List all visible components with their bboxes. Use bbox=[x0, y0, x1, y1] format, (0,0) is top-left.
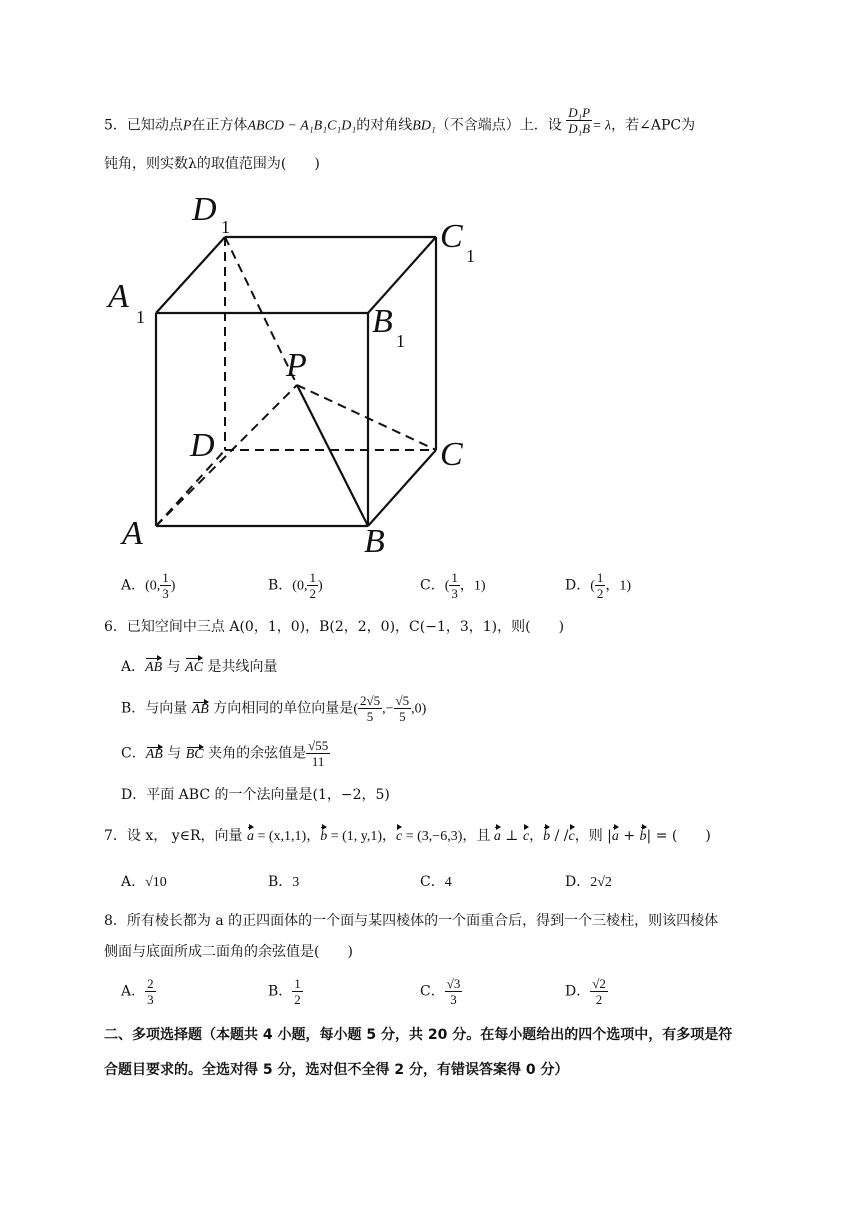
option-label: D． bbox=[565, 874, 591, 890]
option-fraction bbox=[595, 570, 606, 601]
frac-den: 3 bbox=[162, 586, 169, 601]
cube-figure bbox=[100, 180, 520, 565]
q7-text: / / bbox=[550, 828, 569, 844]
option-fraction bbox=[292, 976, 303, 1007]
q5-stem-line1 bbox=[104, 105, 696, 137]
q7-option-c[interactable] bbox=[420, 872, 452, 893]
q6-option-c[interactable] bbox=[121, 738, 330, 769]
vector-b: b bbox=[543, 827, 550, 847]
seg-pb bbox=[297, 385, 368, 526]
label-p: P bbox=[286, 347, 307, 384]
label-d: D bbox=[190, 427, 215, 464]
option-value: 3 bbox=[292, 875, 300, 890]
option-text: ( bbox=[444, 578, 450, 594]
frac-num: 1 bbox=[309, 570, 316, 585]
q7-option-d[interactable] bbox=[565, 872, 612, 893]
vector-c: c bbox=[396, 827, 402, 847]
option-label: C． bbox=[121, 745, 146, 762]
vector-c: c bbox=[523, 827, 529, 847]
q5-text: （不含端点）上．设 bbox=[435, 117, 562, 134]
option-fraction bbox=[160, 570, 171, 601]
q8-stem-line1: 8．所有棱长都为 a 的正四面体的一个面与某四棱体的一个面重合后，得到一个三棱柱，则该四棱体 bbox=[104, 913, 719, 929]
q7-text: = (1, y,1)， bbox=[327, 829, 397, 844]
q8-option-c[interactable] bbox=[420, 976, 462, 1007]
option-text: ,0) bbox=[411, 701, 427, 717]
vector-ab: AB bbox=[145, 658, 162, 678]
q6-option-d[interactable] bbox=[121, 785, 390, 805]
q8-option-d[interactable] bbox=[565, 976, 608, 1007]
option-value: √10 bbox=[145, 875, 167, 890]
frac-den: 3 bbox=[450, 992, 457, 1007]
frac-num: 2√5 bbox=[359, 693, 381, 708]
q5-ratio-fraction bbox=[566, 105, 592, 136]
q7-text: ，则 | bbox=[574, 828, 612, 844]
frac-den: 5 bbox=[366, 709, 374, 724]
q7-stem bbox=[104, 826, 711, 847]
q5-lambda: = λ bbox=[592, 118, 612, 134]
option-text: 平面 ABC 的一个法向量是(1，−2，5) bbox=[146, 787, 390, 803]
edge-bc bbox=[368, 450, 436, 526]
option-label: B． bbox=[121, 700, 146, 717]
vector-a: a bbox=[494, 827, 501, 847]
q5-cube-name: ABCD − A₁B₁C₁D₁ bbox=[247, 118, 357, 134]
option-text: ) bbox=[317, 578, 323, 594]
option-text: ，1) bbox=[605, 578, 632, 594]
seg-pc bbox=[297, 385, 436, 450]
option-label: B． bbox=[268, 874, 293, 890]
q5-option-a[interactable] bbox=[121, 570, 175, 601]
option-fraction bbox=[394, 693, 412, 724]
q8-option-a[interactable] bbox=[121, 976, 156, 1007]
frac-den: 3 bbox=[147, 992, 154, 1007]
label-c1-sub: 1 bbox=[466, 246, 475, 266]
frac-num: √3 bbox=[446, 976, 461, 991]
option-text: 与 bbox=[162, 745, 186, 762]
option-text: ( bbox=[353, 701, 358, 717]
option-label: A． bbox=[121, 874, 146, 890]
option-text: 夹角的余弦值是 bbox=[203, 745, 307, 762]
label-b1: B bbox=[372, 303, 393, 340]
option-text: 与 bbox=[162, 659, 186, 675]
edge-a1d1 bbox=[156, 237, 225, 313]
option-label: D． bbox=[565, 577, 591, 594]
q5-text: 在正方体 bbox=[191, 117, 248, 134]
label-a1: A bbox=[108, 278, 129, 315]
frac-num: 1 bbox=[451, 570, 458, 585]
option-value: 2√2 bbox=[590, 875, 612, 890]
option-text: ,− bbox=[382, 701, 394, 717]
option-label: A． bbox=[121, 577, 146, 594]
option-text: (0, bbox=[145, 578, 161, 594]
frac-den: 2 bbox=[595, 992, 603, 1007]
q5-diagonal: BD₁ bbox=[412, 118, 436, 134]
option-text: 是共线向量 bbox=[203, 659, 278, 675]
q5-text: 的对角线 bbox=[356, 117, 413, 134]
frac-den: 3 bbox=[451, 586, 458, 601]
label-c: C bbox=[440, 436, 463, 473]
q5-option-d[interactable] bbox=[565, 570, 631, 601]
q7-text: ⊥ bbox=[500, 828, 523, 844]
frac-den: 2 bbox=[294, 992, 301, 1007]
q7-text: | = ( ) bbox=[646, 828, 711, 844]
section-2-line2: 合题目要求的。全选对得 5 分，选对但不全得 2 分，有错误答案得 0 分） bbox=[104, 1062, 569, 1078]
option-fraction bbox=[445, 976, 463, 1007]
option-label: C． bbox=[420, 874, 445, 890]
option-fraction bbox=[358, 693, 382, 724]
label-b1-sub: 1 bbox=[396, 331, 405, 351]
vector-ab: AB bbox=[145, 746, 163, 762]
vector-bc: BC bbox=[185, 746, 204, 762]
q7-text: 7．设 x， y∈R，向量 bbox=[104, 828, 247, 844]
q6-option-b[interactable] bbox=[121, 693, 426, 724]
q7-text: + bbox=[618, 828, 640, 844]
option-text: 方向相同的单位向量是 bbox=[208, 700, 354, 717]
frac-num: √55 bbox=[308, 738, 329, 753]
frac-num: 1 bbox=[596, 570, 604, 585]
frac-den: 11 bbox=[311, 754, 325, 769]
option-text: 与向量 bbox=[145, 700, 192, 717]
option-fraction bbox=[307, 570, 318, 601]
frac-num: 1 bbox=[294, 976, 301, 991]
option-text: ) bbox=[170, 578, 176, 594]
q7-text: = (x,1,1)， bbox=[253, 829, 321, 844]
option-value: 4 bbox=[444, 875, 452, 890]
option-text: ，1) bbox=[459, 578, 486, 594]
q5-text: 5．已知动点 bbox=[104, 117, 183, 134]
option-fraction bbox=[145, 976, 156, 1007]
option-label: B． bbox=[268, 577, 293, 594]
q5-option-c[interactable] bbox=[420, 570, 486, 601]
label-b: B bbox=[364, 523, 385, 560]
section-2-line1: 二、多项选择题（本题共 4 小题，每小题 5 分，共 20 分。在每小题给出的四个选项中，有多项是符 bbox=[104, 1027, 733, 1043]
vector-c: c bbox=[569, 827, 575, 847]
frac-num: 2 bbox=[147, 976, 154, 991]
option-label: C． bbox=[420, 983, 445, 1000]
option-fraction bbox=[306, 738, 330, 769]
q7-text: ， bbox=[529, 828, 544, 844]
vector-b: b bbox=[640, 827, 647, 847]
q7-option-b[interactable] bbox=[268, 872, 299, 893]
label-d1-sub: 1 bbox=[221, 217, 230, 237]
frac-num: √5 bbox=[395, 693, 410, 708]
vector-ac: AC bbox=[185, 658, 203, 678]
q5-stem-line2: 钝角，则实数λ的取值范围为( ) bbox=[104, 156, 320, 172]
q7-option-a[interactable] bbox=[121, 872, 167, 893]
option-fraction bbox=[449, 570, 460, 601]
option-fraction bbox=[590, 976, 608, 1007]
option-label: A． bbox=[121, 983, 146, 1000]
label-a1-sub: 1 bbox=[136, 307, 145, 327]
vector-ab: AB bbox=[191, 701, 209, 717]
q5-ratio-den: D₁B bbox=[568, 121, 591, 136]
label-d1: D bbox=[192, 191, 217, 228]
vector-b: b bbox=[320, 827, 327, 847]
option-label: C． bbox=[420, 577, 445, 594]
label-c1: C bbox=[440, 218, 463, 255]
option-text: (0, bbox=[292, 578, 308, 594]
option-text: ( bbox=[590, 578, 595, 594]
option-label: D． bbox=[121, 787, 147, 803]
edge-b1c1 bbox=[368, 237, 436, 313]
frac-num: 1 bbox=[162, 570, 169, 585]
option-label: D． bbox=[565, 983, 591, 1000]
frac-num: √2 bbox=[592, 976, 606, 991]
option-label: A． bbox=[121, 659, 146, 675]
q6-stem: 6．已知空间中三点 A(0，1，0)，B(2，2，0)，C(−1，3，1)，则( ) bbox=[104, 619, 565, 635]
frac-den: 2 bbox=[596, 586, 604, 601]
q5-ratio-num: D₁P bbox=[568, 105, 591, 120]
frac-den: 5 bbox=[399, 709, 406, 724]
option-label: B． bbox=[268, 983, 293, 1000]
q8-stem-line2: 侧面与底面所成二面角的余弦值是( ) bbox=[104, 944, 353, 960]
label-a: A bbox=[122, 515, 143, 552]
frac-den: 2 bbox=[309, 586, 316, 601]
q7-text: = (3,−6,3)，且 bbox=[402, 829, 494, 844]
q5-option-b[interactable] bbox=[268, 570, 323, 601]
seg-ap bbox=[156, 385, 297, 526]
q5-text: ，若∠APC为 bbox=[611, 117, 696, 134]
q6-option-a[interactable] bbox=[121, 657, 277, 678]
q8-option-b[interactable] bbox=[268, 976, 303, 1007]
vector-a: a bbox=[247, 827, 254, 847]
q5-point-p: P bbox=[182, 118, 192, 134]
vector-a: a bbox=[612, 827, 619, 847]
